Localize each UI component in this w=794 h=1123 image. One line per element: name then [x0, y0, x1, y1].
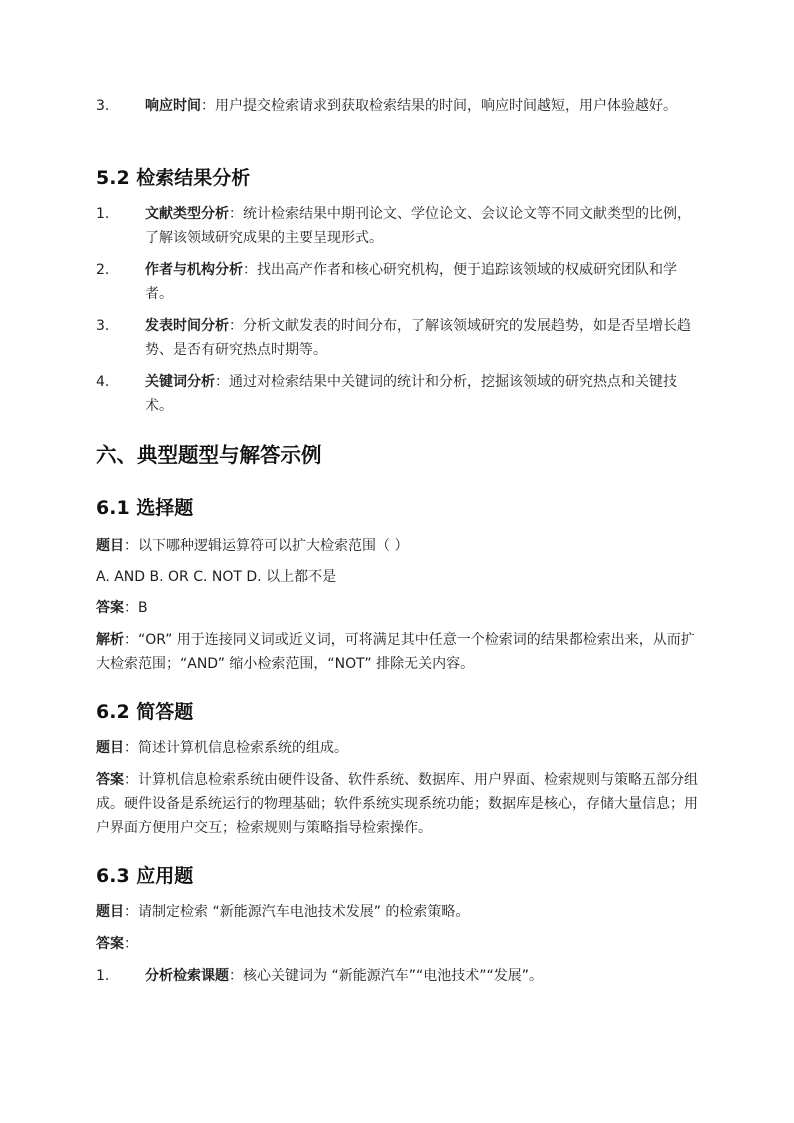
list-item: 1. 文献类型分析：统计检索结果中期刊论文、学位论文、会议论文等不同文献类型的比例，了解该领域研究成果的主要呈现形式。: [96, 206, 691, 246]
list-number: 3.: [96, 98, 110, 114]
question-paragraph: 题目：请制定检索 “新能源汽车电池技术发展” 的检索策略。: [96, 904, 470, 920]
options-paragraph: A. AND B. OR C. NOT D. 以上都不是: [96, 569, 337, 585]
list-text: 用户提交检索请求到获取检索结果的时间，响应时间越短，用户体验越好。: [215, 98, 677, 114]
chapter-heading: 六、典型题型与解答示例: [96, 443, 322, 467]
list-item: 3. 发表时间分析：分析文献发表的时间分布，了解该领域研究的发展趋势，如是否呈增长趋势、是否有研究热点时期等。: [96, 318, 691, 358]
list-item: 1. 分析检索课题：核心关键词为 “新能源汽车”“电池技术”“发展”。: [96, 968, 543, 984]
answer-paragraph: 答案：B: [96, 600, 148, 616]
list-item: 3. 响应时间：用户提交检索请求到获取检索结果的时间，响应时间越短，用户体验越好。: [96, 94, 702, 118]
list-item: 4. 关键词分析：通过对检索结果中关键词的统计和分析，挖掘该领域的研究热点和关键技术。: [96, 374, 677, 414]
section-heading: 6.1 选择题: [96, 497, 194, 519]
section-heading: 6.2 简答题: [96, 701, 194, 723]
answer-paragraph: 答案：: [96, 936, 138, 952]
list-item: 2. 作者与机构分析：找出高产作者和核心研究机构，便于追踪该领域的权威研究团队和学者。: [96, 262, 677, 302]
section-heading: 5.2 检索结果分析: [96, 167, 251, 189]
answer-paragraph: 答案：计算机信息检索系统由硬件设备、软件系统、数据库、用户界面、检索规则与策略五部分组成。硬件设备是系统运行的物理基础；软件系统实现系统功能；数据库是核心，存储大量信息；用户界面方便用户交互；检索规则与策略指导检索操作。: [96, 772, 698, 836]
question-paragraph: 题目：简述计算机信息检索系统的组成。: [96, 740, 348, 756]
question-paragraph: 题目：以下哪种逻辑运算符可以扩大检索范围（ ）: [96, 538, 409, 554]
analysis-paragraph: 解析：“OR” 用于连接同义词或近义词，可将满足其中任意一个检索词的结果都检索出来，从而扩大检索范围；“AND” 缩小检索范围，“NOT” 排除无关内容。: [96, 632, 695, 672]
list-term: 响应时间: [145, 98, 201, 114]
section-heading: 6.3 应用题: [96, 865, 194, 887]
